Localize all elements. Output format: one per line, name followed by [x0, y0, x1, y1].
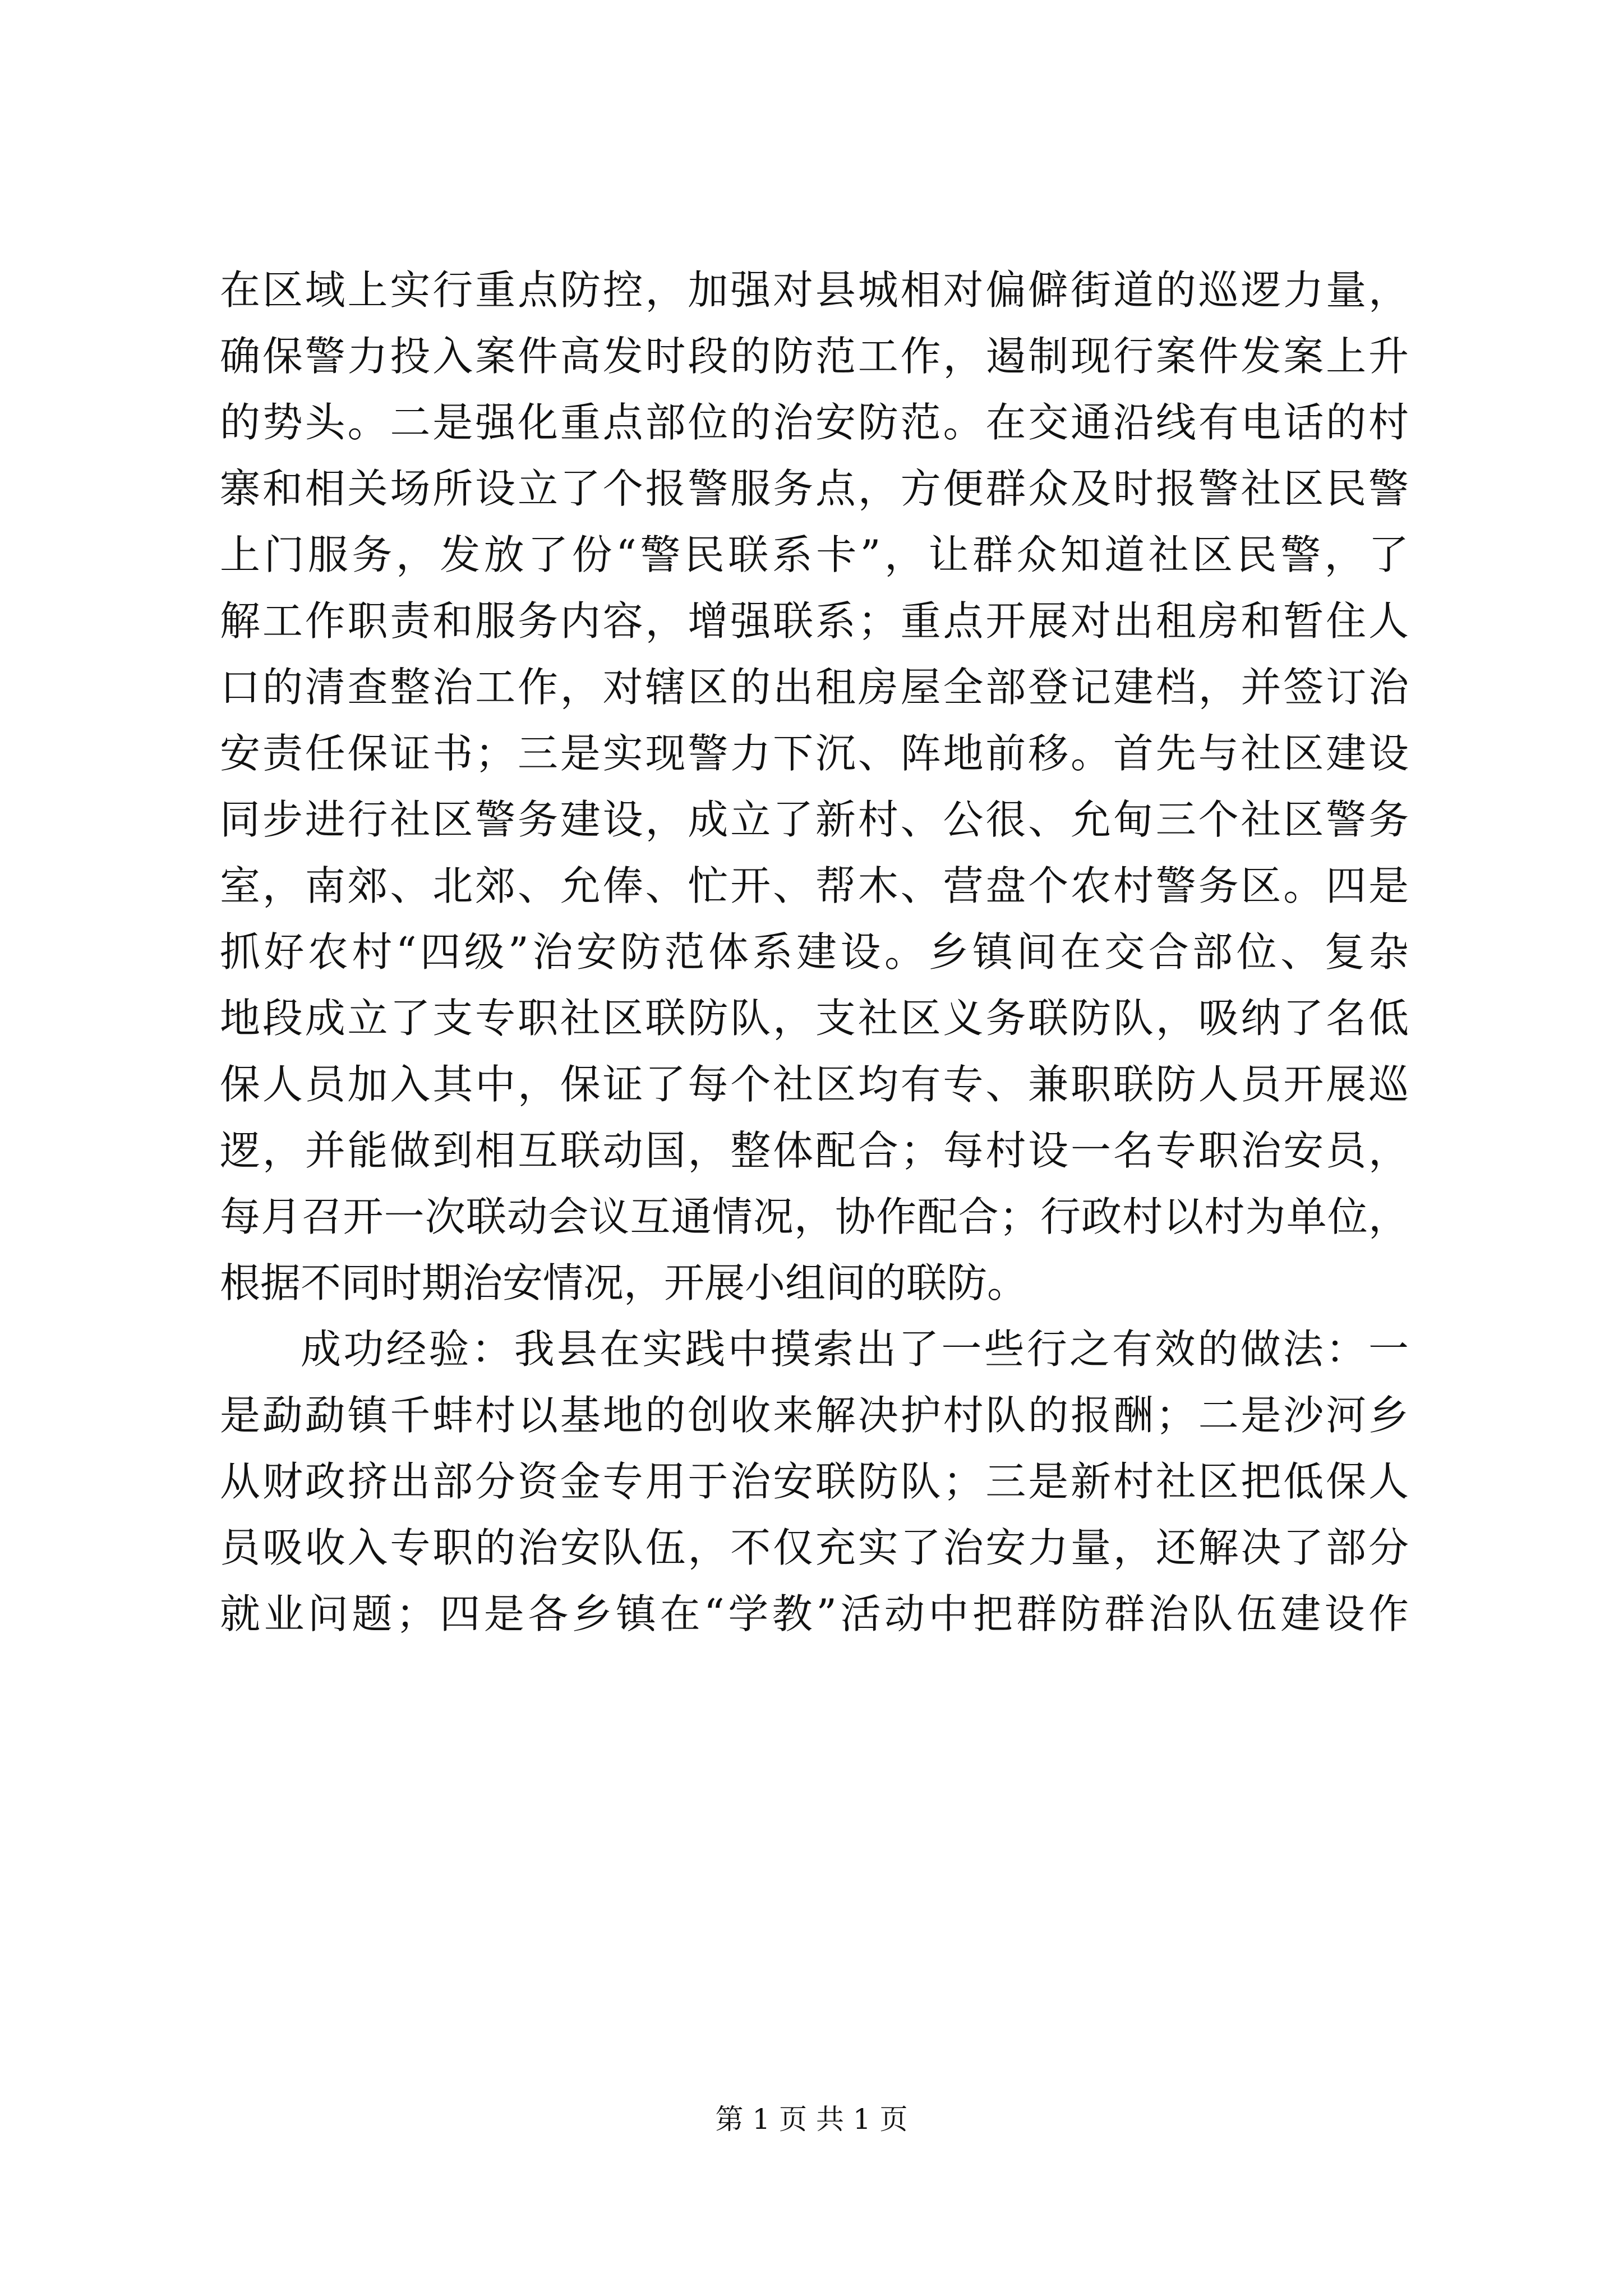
text-line: 保人员加入其中，保证了每个社区均有专、兼职联防人员开展巡 — [220, 1061, 1409, 1108]
text-line: 员吸收入专职的治安队伍，不仅充实了治安力量，还解决了部分 — [220, 1524, 1409, 1571]
page-footer — [0, 2097, 1623, 2137]
text-line: 同步进行社区警务建设，成立了新村、公很、允甸三个社区警务 — [220, 796, 1409, 843]
text-line: 上门服务，发放了份“警民联系卡”，让群众知道社区民警，了 — [220, 531, 1409, 578]
text-line: 解工作职责和服务内容，增强联系；重点开展对出租房和暂住人 — [220, 597, 1409, 645]
text-line: 在区域上实行重点防控，加强对县城相对偏僻街道的巡逻力量， — [220, 266, 1409, 314]
text-line: 寨和相关场所设立了个报警服务点，方便群众及时报警社区民警 — [220, 465, 1409, 512]
text-line: 室，南郊、北郊、允俸、忙开、帮木、营盘个农村警务区。四是 — [220, 862, 1409, 909]
text-line: 从财政挤出部分资金专用于治安联防队；三是新村社区把低保人 — [220, 1458, 1409, 1505]
text-line: 根据不同时期治安情况，开展小组间的联防。 — [220, 1259, 1028, 1306]
text-line: 的势头。二是强化重点部位的治安防范。在交通沿线有电话的村 — [220, 399, 1409, 446]
text-line: 逻，并能做到相互联动国，整体配合；每村设一名专职治安员， — [220, 1127, 1409, 1174]
text-line: 每月召开一次联动会议互通情况，协作配合；行政村以村为单位， — [220, 1193, 1409, 1240]
text-line: 抓好农村“四级”治安防范体系建设。乡镇间在交合部位、复杂 — [220, 928, 1409, 976]
text-line: 地段成立了支专职社区联防队，支社区义务联防队，吸纳了名低 — [220, 995, 1409, 1042]
text-line: 成功经验：我县在实践中摸索出了一些行之有效的做法：一 — [301, 1326, 1409, 1373]
body-text — [220, 257, 1409, 1647]
text-line: 是勐勐镇千蚌村以基地的创收来解决护村队的报酬；二是沙河乡 — [220, 1392, 1409, 1439]
text-line: 就业问题；四是各乡镇在“学教”活动中把群防群治队伍建设作 — [220, 1590, 1409, 1637]
page-number-label: 第 1 页 共 1 页 — [715, 2103, 908, 2136]
text-line: 口的清查整治工作，对辖区的出租房屋全部登记建档，并签订治 — [220, 664, 1409, 711]
text-line: 确保警力投入案件高发时段的防范工作，遏制现行案件发案上升 — [220, 333, 1409, 380]
text-line: 安责任保证书；三是实现警力下沉、阵地前移。首先与社区建设 — [220, 730, 1409, 777]
